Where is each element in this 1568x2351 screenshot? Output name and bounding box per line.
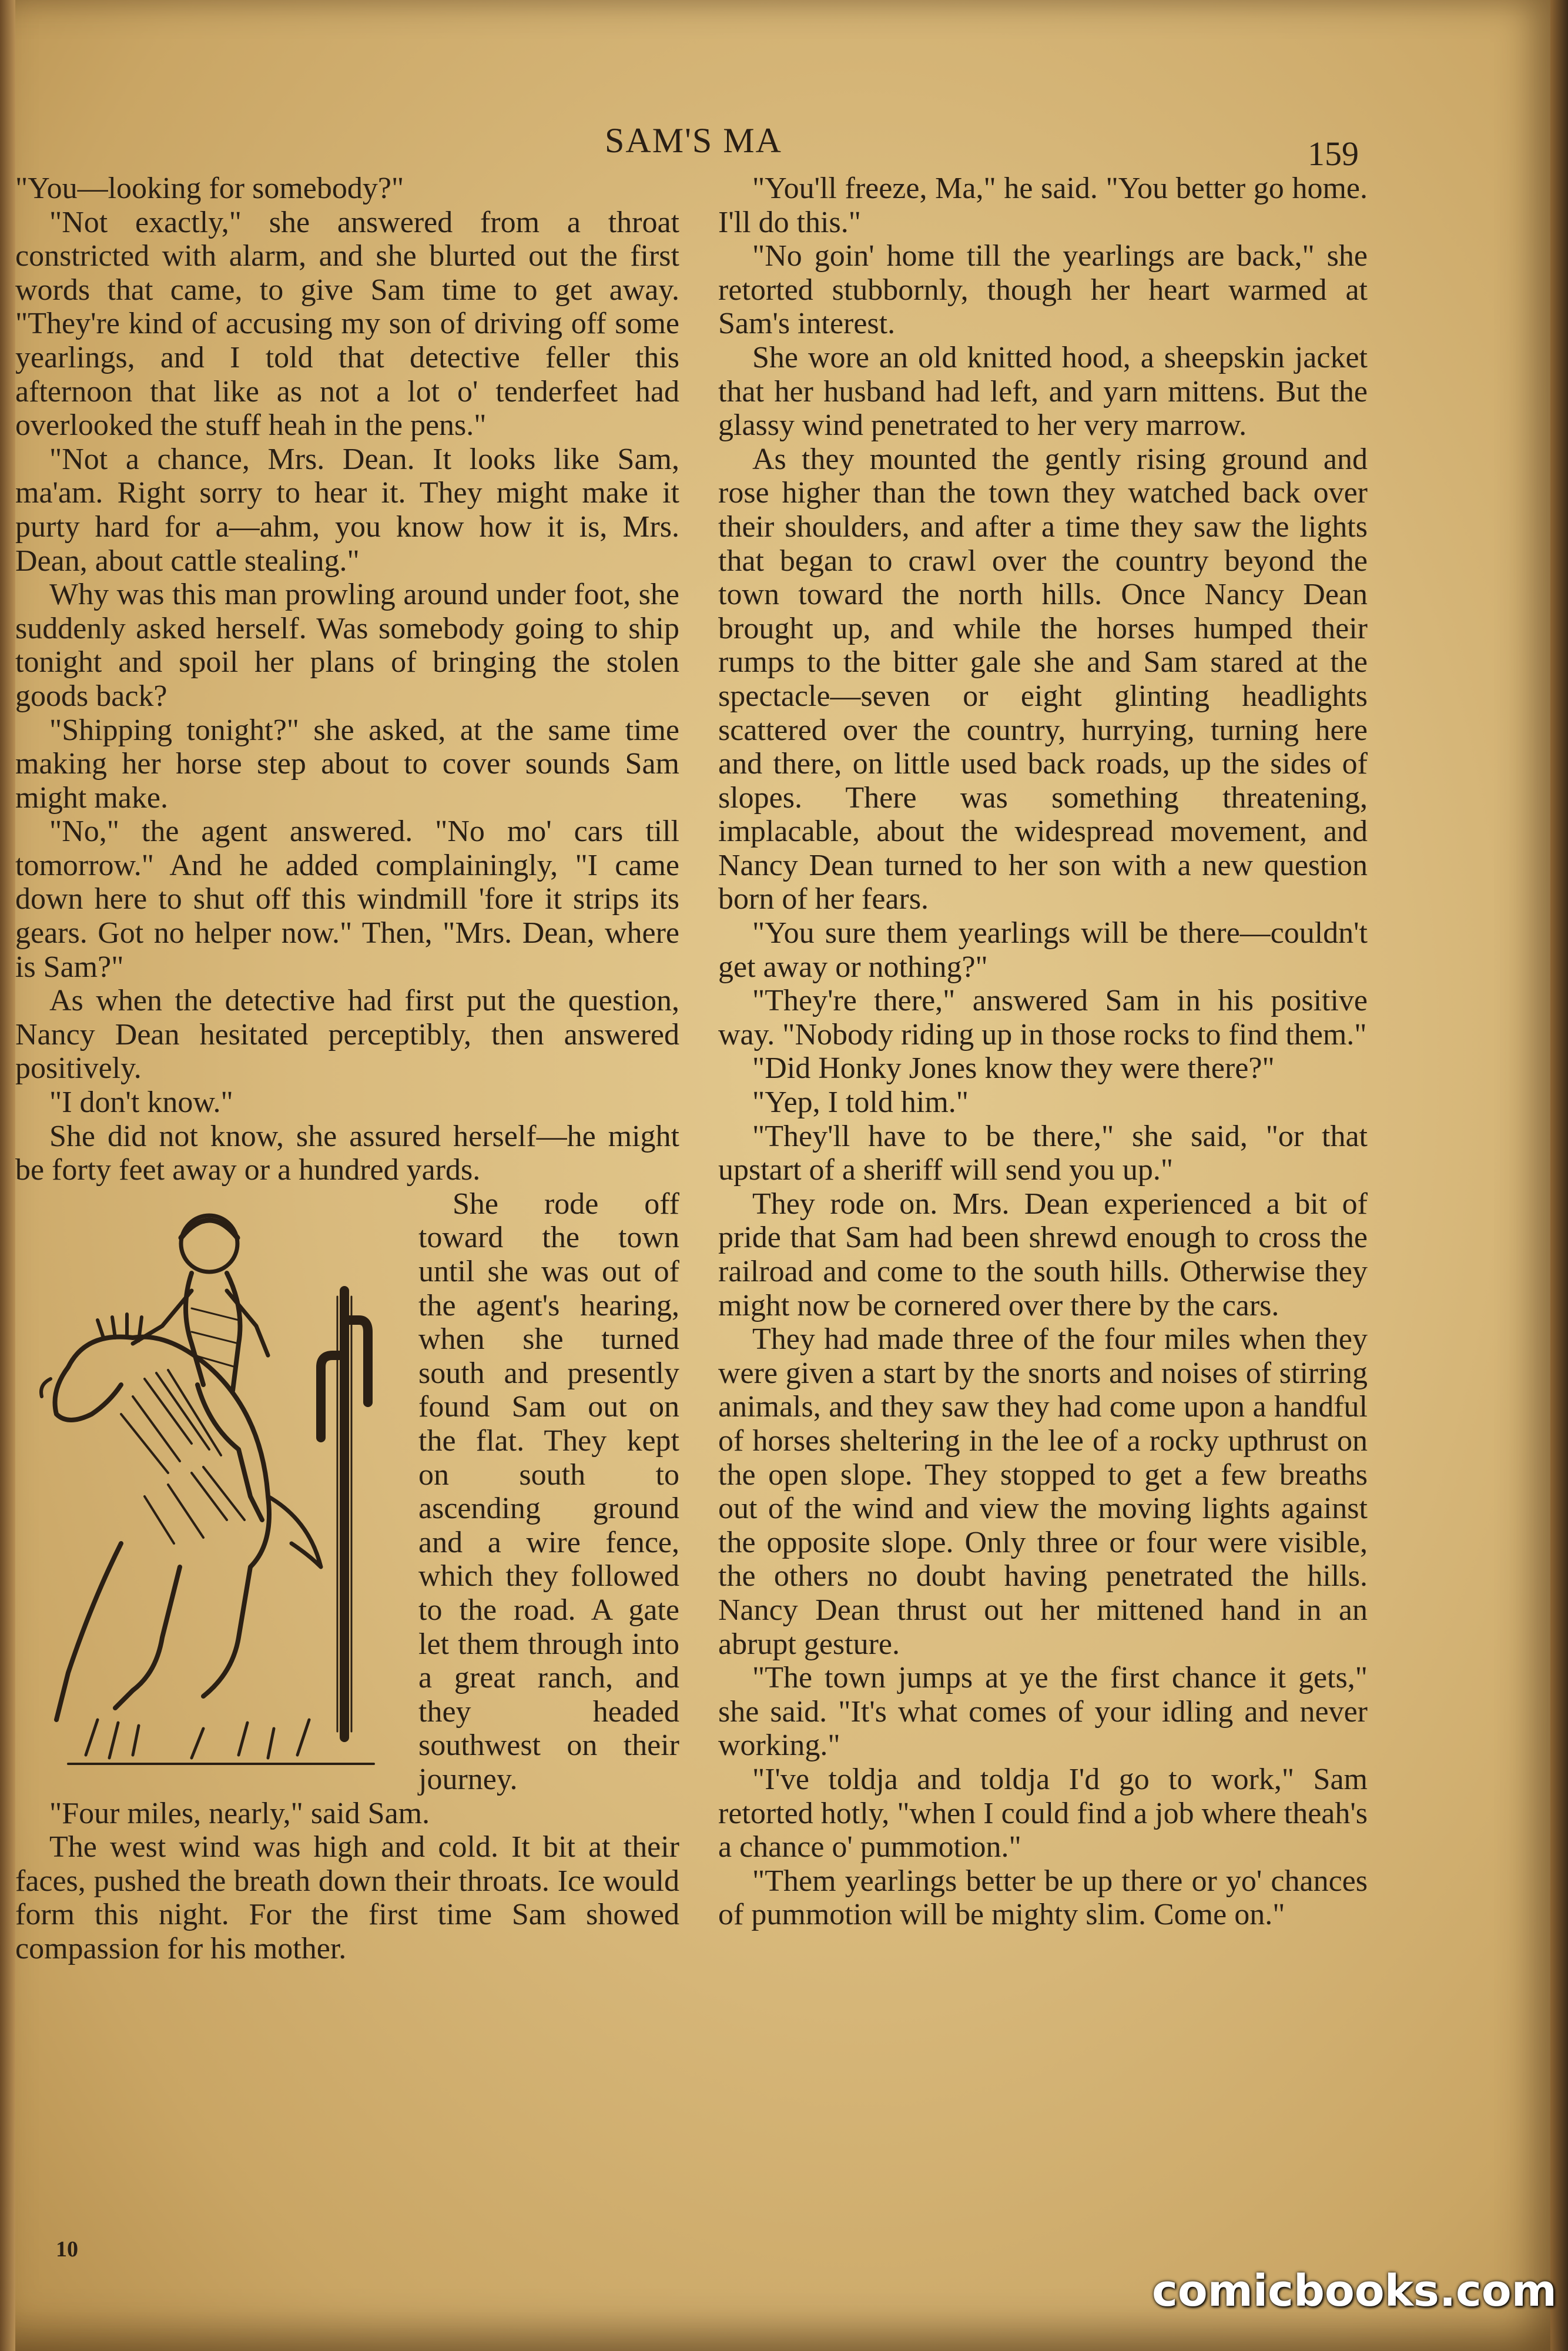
paragraph: "The town jumps at ye the first chance it gets," she said. "It's what comes of your idling and never working." xyxy=(718,1661,1368,1763)
running-head: SAM'S MA xyxy=(605,121,782,160)
paragraph: She rode off toward the town until she was out of the agent's hearing, when she turned south and presently found Sam out on the flat. They kept on south to ascending ground and a wire fence, which they followed to the road. A gate let them through into a great ranch, and they headed southwest on their journey. xyxy=(418,1187,679,1796)
paragraph: "Them yearlings better be up there or yo' chances of pummotion will be mighty slim. Come on." xyxy=(718,1864,1368,1932)
paragraph: She did not know, she assured herself—he might be forty feet away or a hundred yards. xyxy=(15,1119,679,1187)
page-number: 159 xyxy=(1308,135,1359,173)
paragraph: "No goin' home till the yearlings are back," she retorted stubbornly, though her heart warmed at Sam's interest. xyxy=(718,239,1368,341)
page-edge-shadow xyxy=(1550,0,1568,2351)
paragraph: She wore an old knitted hood, a sheepskin jacket that her husband had left, and yarn mittens. But the glassy wind penetrated to her very marrow. xyxy=(718,340,1368,443)
paragraph: The west wind was high and cold. It bit at their faces, pushed the breath down their throats. Ice would form this night. For the first time Sam showed compassion for his mother. xyxy=(15,1830,679,1965)
paragraph: "You—looking for somebody?" xyxy=(15,172,404,205)
paragraph: "I don't know." xyxy=(49,1086,233,1120)
paragraph: "Did Honky Jones know they were there?" xyxy=(752,1051,1275,1086)
paragraph: "They're there," answered Sam in his positive way. "Nobody riding up in those rocks to find them." xyxy=(718,984,1368,1051)
page-binding xyxy=(0,0,15,2351)
paragraph: As they mounted the gently rising ground and rose higher than the town they watched back over their shoulders, and after a time they saw the lights that began to crawl over the country beyond the town toward the north hills. Once Nancy Dean brought up, and while the horses humped their rumps to the bitter gale she and Sam stared at the spectacle—seven or eight glinting headlights scattered over the country, hurrying, turning here and there, on little used back roads, up the sides of slopes. There was something threatening, implacable, about the widespread movement, and Nancy Dean turned to her son with a new question born of her fears. xyxy=(718,442,1368,916)
paragraph: "Yep, I told him." xyxy=(752,1086,969,1120)
paragraph: "They'll have to be there," she said, "or that upstart of a sheriff will send you up." xyxy=(718,1119,1368,1187)
site-watermark: comicbooks.com xyxy=(1152,2266,1557,2316)
paragraph: Why was this man prowling around under foot, she suddenly asked herself. Was somebody going to ship tonight and spoil her plans of bringing the stolen goods back? xyxy=(15,578,679,713)
paragraph: They rode on. Mrs. Dean experienced a bit of pride that Sam had been shrewd enough to cross the railroad and come to the south hills. Otherwise they might now be cornered over there by the cars. xyxy=(718,1187,1368,1322)
paragraph: As when the detective had first put the question, Nancy Dean hesitated perceptibly, then answered positively. xyxy=(15,984,679,1086)
paragraph: "You sure them yearlings will be there—couldn't get away or nothing?" xyxy=(718,916,1368,984)
paragraph: "Shipping tonight?" she asked, at the same time making her horse step about to cover sounds Sam might make. xyxy=(15,713,679,815)
rider-on-horse-illustration xyxy=(15,1191,403,1773)
left-column xyxy=(15,172,679,1965)
paragraph: "Not exactly," she answered from a throat constricted with alarm, and she blurted out the first words that came, to give Sam time to get away. "They're kind of accusing my son of driving off some yearlings, and I told that detective feller this afternoon that like as not a lot o' tenderfeet had overlooked the stuff heah in the pens." xyxy=(15,205,679,443)
paragraph: "You'll freeze, Ma," he said. "You better go home. I'll do this." xyxy=(718,172,1368,239)
folio-mark: 10 xyxy=(56,2237,78,2262)
paragraph: "Not a chance, Mrs. Dean. It looks like Sam, ma'am. Right sorry to hear it. They might make it purty hard for a—ahm, you know how it is, Mrs. Dean, about cattle stealing." xyxy=(15,442,679,578)
paragraph: "No," the agent answered. "No mo' cars till tomorrow." And he added complainingly, "I came down here to shut off this windmill 'fore it strips its gears. Got no helper now." Then, "Mrs. Dean, where is Sam?" xyxy=(15,815,679,984)
paragraph: They had made three of the four miles when they were given a start by the snorts and noises of stirring animals, and they saw they had come upon a handful of horses sheltering in the lee of a rocky upthrust on the open slope. They stopped to get a few breaths out of the wind and view the moving lights against the opposite slope. Only three or four were visible, the others no doubt having penetrated the hills. Nancy Dean thrust out her mittened hand in an abrupt gesture. xyxy=(718,1322,1368,1661)
paragraph: "I've toldja and toldja I'd go to work," Sam retorted hotly, "when I could find a job where theah's a chance o' pummotion." xyxy=(718,1762,1368,1864)
paragraph: "Four miles, nearly," said Sam. xyxy=(49,1796,430,1830)
right-column xyxy=(718,172,1368,1932)
